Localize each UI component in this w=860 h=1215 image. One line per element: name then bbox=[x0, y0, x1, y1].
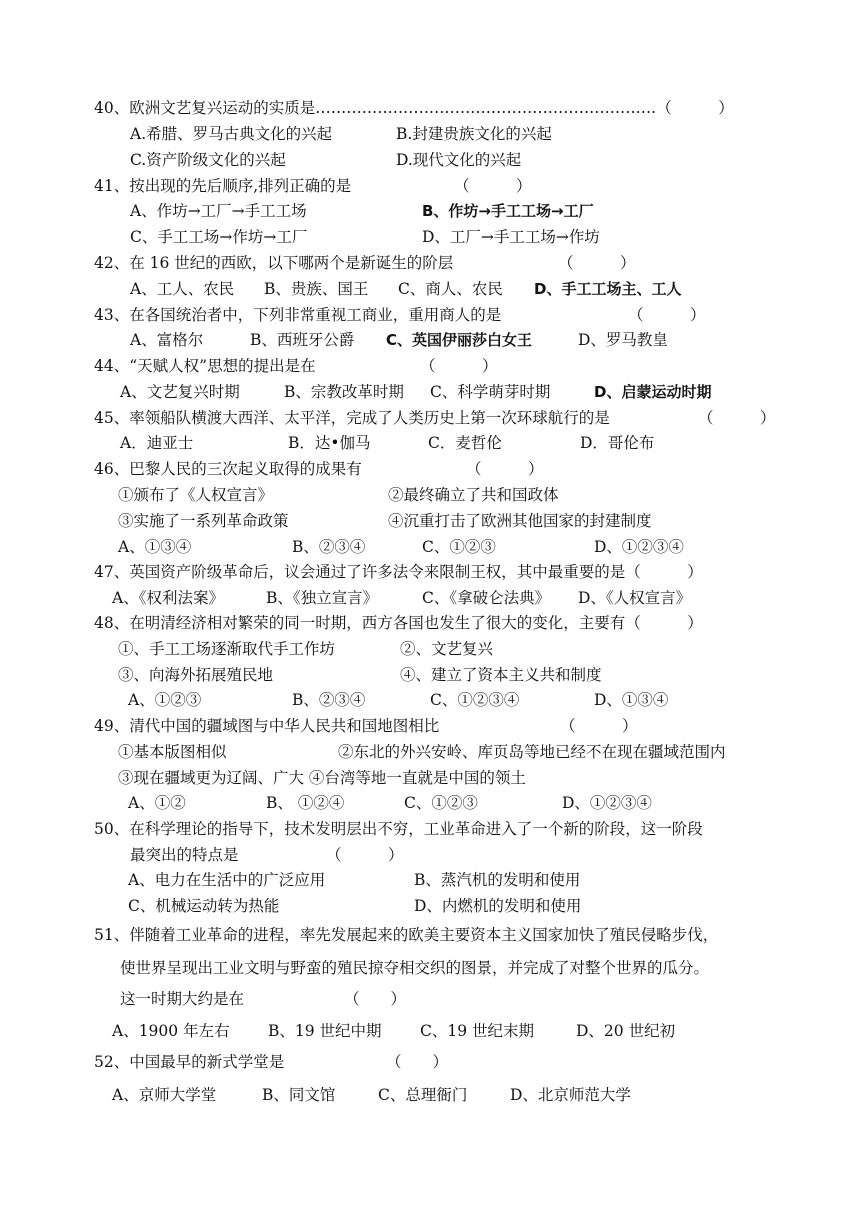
option-47d: D、《人权宣言》 bbox=[578, 589, 692, 607]
question-41: 41、按出现的先后顺序,排列正确的是 bbox=[94, 177, 352, 195]
option-41a: A、作坊→工厂→手工工场 bbox=[130, 202, 307, 220]
option-41c: C、手工工场→作坊→工厂 bbox=[130, 228, 308, 246]
answer-paren-51: （ ） bbox=[344, 990, 407, 1008]
option-43d: D、罗马教皇 bbox=[578, 331, 668, 349]
statement-46-2: ②最终确立了共和国政体 bbox=[388, 486, 559, 504]
option-51a: A、1900 年左右 bbox=[112, 1022, 230, 1040]
answer-paren-45: （ ） bbox=[698, 409, 776, 427]
option-47b: B、《独立宣言》 bbox=[266, 589, 379, 607]
option-48b: B、②③④ bbox=[292, 691, 366, 709]
answer-paren-44: （ ） bbox=[420, 357, 498, 375]
statement-48-2: ②、文艺复兴 bbox=[400, 640, 494, 658]
answer-paren-42: （ ） bbox=[558, 254, 636, 272]
option-51b: B、19 世纪中期 bbox=[268, 1022, 382, 1040]
answer-paren-52: （ ） bbox=[386, 1053, 449, 1071]
option-45c: C．麦哲伦 bbox=[428, 434, 502, 452]
question-45: 45、率领船队横渡大西洋、太平洋，完成了人类历史上第一次环球航行的是 bbox=[94, 409, 610, 427]
option-50d: D、内燃机的发明和使用 bbox=[414, 897, 582, 915]
option-44c: C、科学萌芽时期 bbox=[430, 383, 551, 401]
option-43a: A、富格尔 bbox=[130, 331, 204, 349]
option-52d: D、北京师范大学 bbox=[510, 1086, 631, 1104]
option-52a: A、京师大学堂 bbox=[112, 1086, 217, 1104]
option-51c: C、19 世纪末期 bbox=[420, 1022, 535, 1040]
option-40c: C.资产阶级文化的兴起 bbox=[130, 151, 286, 169]
option-49b: B、 ①②④ bbox=[266, 794, 345, 812]
answer-paren-43: （ ） bbox=[628, 306, 706, 324]
statement-49-1: ①基本版图相似 bbox=[118, 743, 227, 761]
option-49a: A、①② bbox=[128, 794, 186, 812]
option-50c: C、机械运动转为热能 bbox=[128, 897, 280, 915]
option-45b: B．达•伽马 bbox=[288, 434, 371, 452]
option-47c: C、《拿破仑法典》 bbox=[422, 589, 551, 607]
option-45a: A．迪亚士 bbox=[120, 434, 194, 452]
option-43c: C、英国伊丽莎白女王 bbox=[386, 331, 533, 349]
option-48c: C、①②③④ bbox=[430, 691, 520, 709]
statement-49-3: ③现在疆域更为辽阔、广大 ④台湾等地一直就是中国的领土 bbox=[118, 769, 526, 787]
statement-48-1: ①、手工工场逐渐取代手工作坊 bbox=[118, 640, 336, 658]
option-42d: D、手工工场主、工人 bbox=[534, 280, 682, 298]
option-50b: B、蒸汽机的发明和使用 bbox=[414, 871, 581, 889]
option-46a: A、①③④ bbox=[118, 538, 192, 556]
option-40b: B.封建贵族文化的兴起 bbox=[396, 125, 552, 143]
question-52: 52、中国最早的新式学堂是 bbox=[94, 1053, 285, 1071]
statement-46-3: ③实施了一系列革命政策 bbox=[118, 512, 289, 530]
question-51-cont2: 这一时期大约是在 bbox=[120, 990, 245, 1008]
option-43b: B、西班牙公爵 bbox=[250, 331, 355, 349]
question-50: 50、在科学理论的指导下，技术发明层出不穷，工业革命进入了一个新的阶段，这一阶段 bbox=[94, 820, 703, 838]
option-46d: D、①②③④ bbox=[594, 538, 684, 556]
question-46: 46、巴黎人民的三次起义取得的成果有 bbox=[94, 460, 362, 478]
option-48d: D、①③④ bbox=[594, 691, 669, 709]
statement-46-1: ①颁布了《人权宣言》 bbox=[118, 486, 274, 504]
option-52b: B、同文馆 bbox=[262, 1086, 336, 1104]
question-42: 42、在 16 世纪的西欧，以下哪两个是新诞生的阶层 bbox=[94, 254, 454, 272]
question-51: 51、伴随着工业革命的进程，率先发展起来的欧美主要资本主义国家加快了殖民侵略步伐， bbox=[94, 926, 719, 944]
option-45d: D．哥伦布 bbox=[580, 434, 655, 452]
option-51d: D、20 世纪初 bbox=[576, 1022, 676, 1040]
option-42a: A、工人、农民 bbox=[130, 280, 235, 298]
option-44d: D、启蒙运动时期 bbox=[594, 383, 712, 401]
option-49d: D、①②③④ bbox=[562, 794, 652, 812]
question-48: 48、在明清经济相对繁荣的同一时期，西方各国也发生了很大的变化，主要有（ ） bbox=[94, 614, 703, 632]
option-41d: D、工厂→手工工场→作坊 bbox=[422, 228, 600, 246]
option-41b: B、作坊→手工工场→工厂 bbox=[422, 202, 594, 220]
option-48a: A、①②③ bbox=[128, 691, 202, 709]
question-51-cont: 使世界呈现出工业文明与野蛮的殖民掠夺相交织的图景，并完成了对整个世界的瓜分。 bbox=[120, 959, 710, 977]
option-42c: C、商人、农民 bbox=[398, 280, 503, 298]
statement-48-4: ④、建立了资本主义共和制度 bbox=[400, 666, 602, 684]
option-42b: B、贵族、国王 bbox=[264, 280, 369, 298]
answer-paren-41: （ ） bbox=[454, 177, 532, 195]
question-50-cont: 最突出的特点是 bbox=[130, 846, 239, 864]
option-47a: A、《权利法案》 bbox=[112, 589, 224, 607]
option-46b: B、②③④ bbox=[292, 538, 366, 556]
question-40: 40、欧洲文艺复兴运动的实质是…………………………………………………………（ ） bbox=[94, 99, 734, 117]
option-46c: C、①②③ bbox=[422, 538, 496, 556]
statement-49-2: ②东北的外兴安岭、库页岛等地已经不在现在疆域范围内 bbox=[338, 743, 726, 761]
statement-46-4: ④沉重打击了欧洲其他国家的封建制度 bbox=[388, 512, 652, 530]
question-43: 43、在各国统治者中，下列非常重视工商业，重用商人的是 bbox=[94, 306, 502, 324]
answer-paren-46: （ ） bbox=[466, 460, 544, 478]
option-52c: C、总理衙门 bbox=[378, 1086, 468, 1104]
question-47: 47、英国资产阶级革命后，议会通过了许多法令来限制王权，其中最重要的是（ ） bbox=[94, 563, 703, 581]
option-40a: A.希腊、罗马古典文化的兴起 bbox=[130, 125, 333, 143]
question-44: 44、“天赋人权”思想的提出是在 bbox=[94, 357, 316, 375]
statement-48-3: ③、向海外拓展殖民地 bbox=[118, 666, 274, 684]
answer-paren-50: （ ） bbox=[326, 846, 404, 864]
option-44b: B、宗教改革时期 bbox=[284, 383, 404, 401]
option-50a: A、电力在生活中的广泛应用 bbox=[128, 871, 326, 889]
option-44a: A、文艺复兴时期 bbox=[120, 383, 240, 401]
answer-paren-49: （ ） bbox=[560, 717, 638, 735]
question-49: 49、清代中国的疆域图与中华人民共和国地图相比 bbox=[94, 717, 440, 735]
option-40d: D.现代文化的兴起 bbox=[396, 151, 522, 169]
option-49c: C、①②③ bbox=[404, 794, 478, 812]
